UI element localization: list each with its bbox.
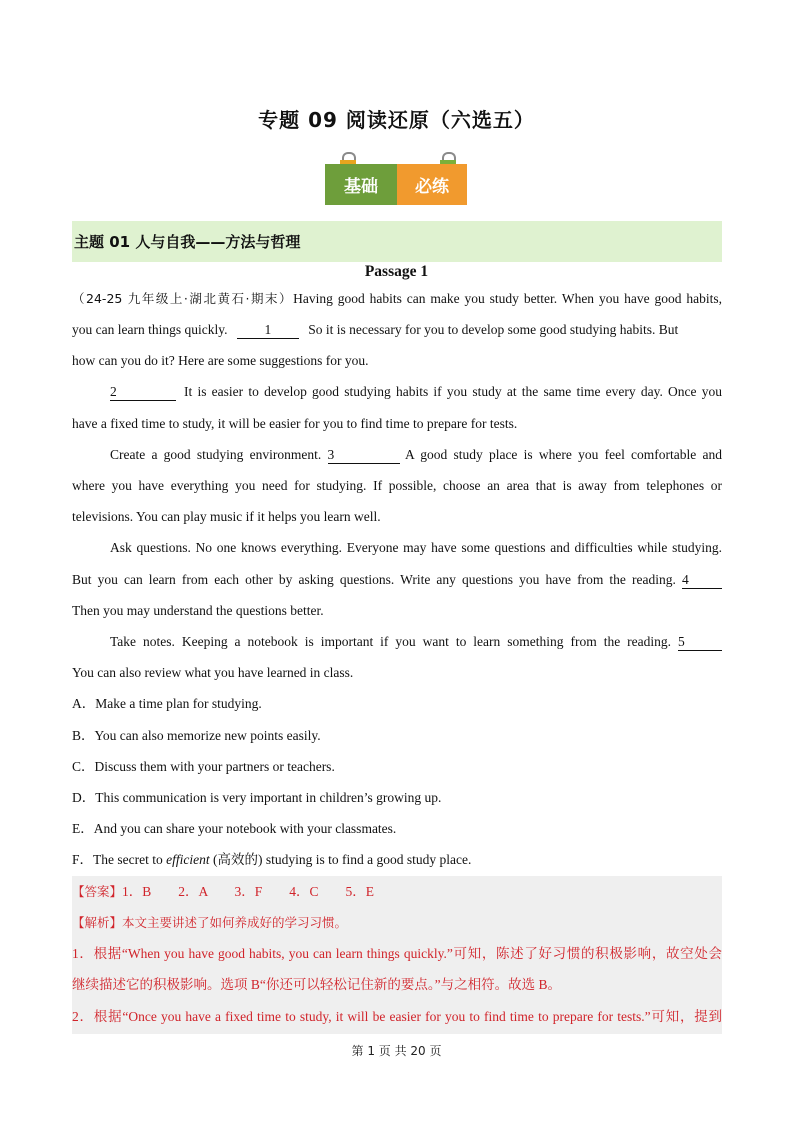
answer-label: 【答案】 [72, 884, 123, 899]
blank-1: 1 [237, 322, 299, 339]
paragraph-line: Ask questions. No one knows everything. Everyone may have some questions and difficulties while studying. [110, 540, 722, 555]
paragraph-line [72, 570, 722, 590]
text: you can learn things quickly. [72, 322, 228, 337]
theme-heading: 主题 01 人与自我——方法与哲理 [72, 221, 722, 262]
analysis-line: 2．根据“Once you have a fixed time to study, it will be easier for you to find time to prepare for tests.”可知，提到 [72, 1009, 722, 1024]
paragraph-line: have a fixed time to study, it will be easier for you to find time to prepare for tests. [72, 416, 518, 431]
answer-text: 1．B 2．A 3．F 4．C 5．E [122, 884, 375, 899]
text: But you can learn from each other by asking questions. Write any questions you have from the reading. [72, 572, 676, 587]
text: F．The secret to [72, 852, 167, 867]
text: (高效的) studying is to find a good study place. [209, 852, 472, 867]
option-c: C．Discuss them with your partners or teachers. [72, 759, 335, 774]
text: A good study place is where you feel comfortable and [405, 447, 722, 462]
analysis-label: 【解析】 [72, 915, 123, 930]
text: efficient [166, 852, 210, 867]
blank-2: 2 [110, 384, 176, 401]
paragraph-line [110, 632, 722, 652]
text: Having good habits can make you study better. When you have good habits, [293, 291, 723, 306]
paragraph-line: You can also review what you have learned in class. [72, 665, 354, 680]
blank-3: 3 [328, 447, 400, 464]
analysis-line: 1．根据“When you have good habits, you can learn things quickly.”可知，陈述了好习惯的积极影响，故空处会 [72, 946, 722, 961]
option-f [72, 850, 722, 870]
paragraph-line [110, 382, 722, 402]
analysis-line: 继续描述它的积极影响。选项 B“你还可以轻松记住新的要点。”与之相符。故选 B。 [72, 977, 561, 992]
option-e: E．And you can share your notebook with your classmates. [72, 821, 397, 836]
paragraph-line: Then you may understand the questions better. [72, 603, 324, 618]
paragraph-line: televisions. You can play music if it helps you learn well. [72, 509, 381, 524]
analysis-intro: 本文主要讲述了如何养成好的学习习惯。 [122, 915, 348, 930]
page-title: 专题 09 阅读还原（六选五） [258, 108, 535, 132]
blank-5: 5 [678, 634, 722, 651]
text: It is easier to develop good studying habits if you study at the same time every day. Once you [184, 384, 722, 399]
source-note: （24-25 九年级上·湖北黄石·期末） [72, 291, 294, 306]
analysis-line [72, 913, 722, 933]
paragraph-line [110, 445, 722, 465]
paragraph-line [72, 289, 722, 309]
text: Take notes. Keeping a notebook is important if you want to learn something from the reading. [110, 634, 672, 649]
page-footer: 第 1 页 共 20 页 [351, 1044, 442, 1058]
text: So it is necessary for you to develop some good studying habits. But [308, 322, 679, 337]
paragraph-line [72, 320, 722, 340]
passage-title: Passage 1 [364, 263, 429, 280]
paragraph-line: where you have everything you need for studying. If possible, choose an area that is away from telephones or [72, 478, 722, 493]
blank-4: 4 [682, 572, 722, 589]
option-d: D．This communication is very important in children’s growing up. [72, 790, 442, 805]
badge-left-label: 基础 [325, 164, 397, 205]
option-b: B．You can also memorize new points easily. [72, 728, 321, 743]
text: Create a good studying environment. [110, 447, 322, 462]
option-a: A．Make a time plan for studying. [72, 696, 262, 711]
badge-right-label: 必练 [397, 164, 467, 205]
section-badge [325, 152, 467, 206]
answer-line [72, 882, 722, 902]
paragraph-line: how can you do it? Here are some suggestions for you. [72, 353, 369, 368]
